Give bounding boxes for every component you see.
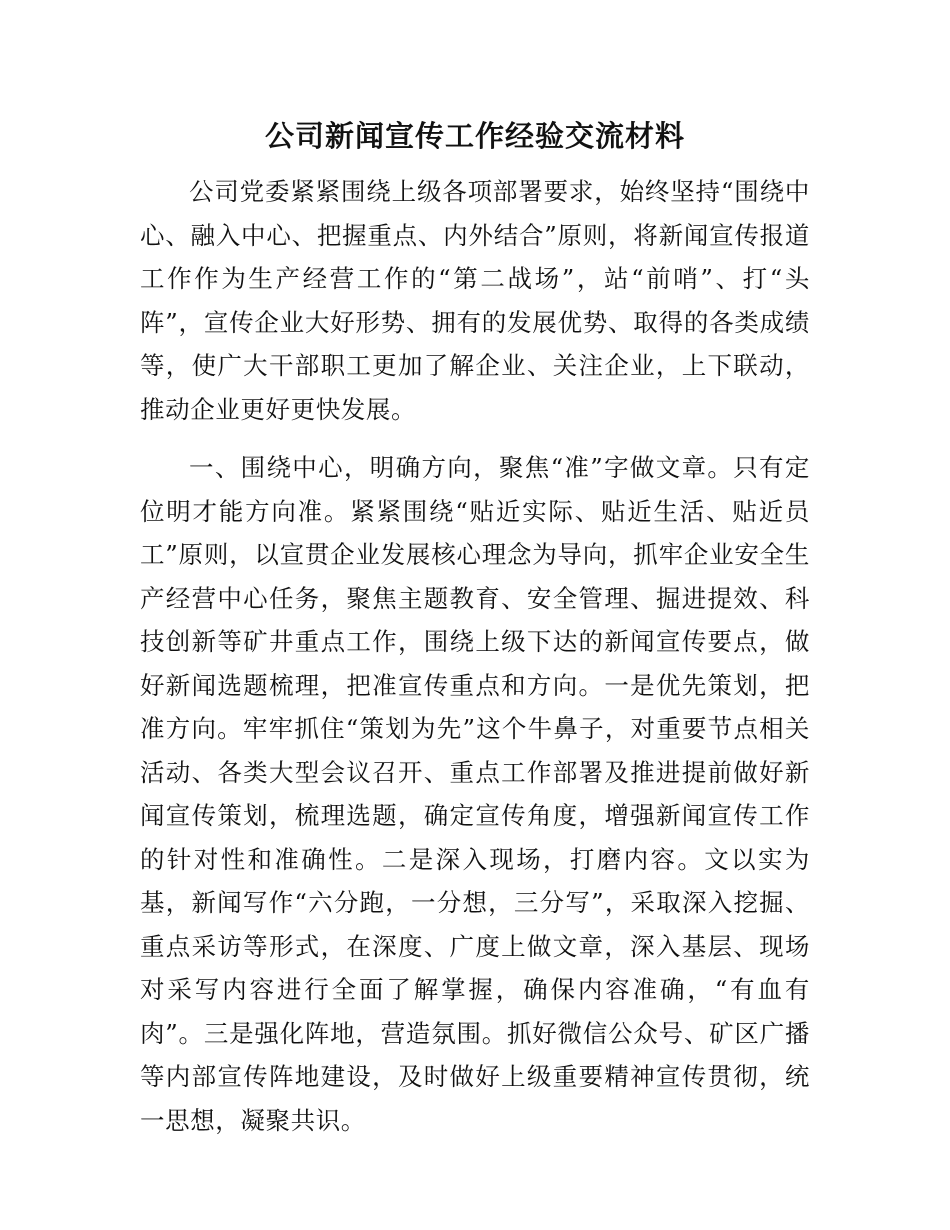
document-body — [140, 170, 810, 1142]
document-title: 公司新闻宣传工作经验交流材料 — [264, 119, 685, 153]
paragraph-section-one: 一、围绕中心，明确方向，聚焦“准”字做文章。只有定位明才能方向准。紧紧围绕“贴近实际、贴近生活、贴近员工”原则，以宣贯企业发展核心理念为导向，抓牢企业安全生产经营中心任务，聚焦主题教育、安全管理、掘进提效、科技创新等矿井重点工作，围绕上级下达的新闻宣传要点，做好新闻选题梳理，把准宣传重点和方向。一是优先策划，把准方向。牢牢抓住“策划为先”这个牛鼻子，对重要节点相关活动、各类大型会议召开、重点工作部署及推进提前做好新闻宣传策划，梳理选题，确定宣传角度，增强新闻宣传工作的针对性和准确性。二是深入现场，打磨内容。文以实为基，新闻写作“六分跑，一分想，三分写”，采取深入挖掘、重点采访等形式，在深度、广度上做文章，深入基层、现场对采写内容进行全面了解掌握，确保内容准确，“有血有肉”。三是强化阵地，营造氛围。抓好微信公众号、矿区广播等内部宣传阵地建设，及时做好上级重要精神宣传贯彻，统一思想，凝聚共识。 — [140, 453, 810, 1135]
paragraph-intro: 公司党委紧紧围绕上级各项部署要求，始终坚持“围绕中心、融入中心、把握重点、内外结合”原则，将新闻宣传报道工作作为生产经营工作的“第二战场”，站“前哨”、打“头阵”，宣传企业大好形势、拥有的发展优势、取得的各类成绩等，使广大干部职工更加了解企业、关注企业，上下联动，推动企业更好更快发展。 — [140, 177, 810, 424]
